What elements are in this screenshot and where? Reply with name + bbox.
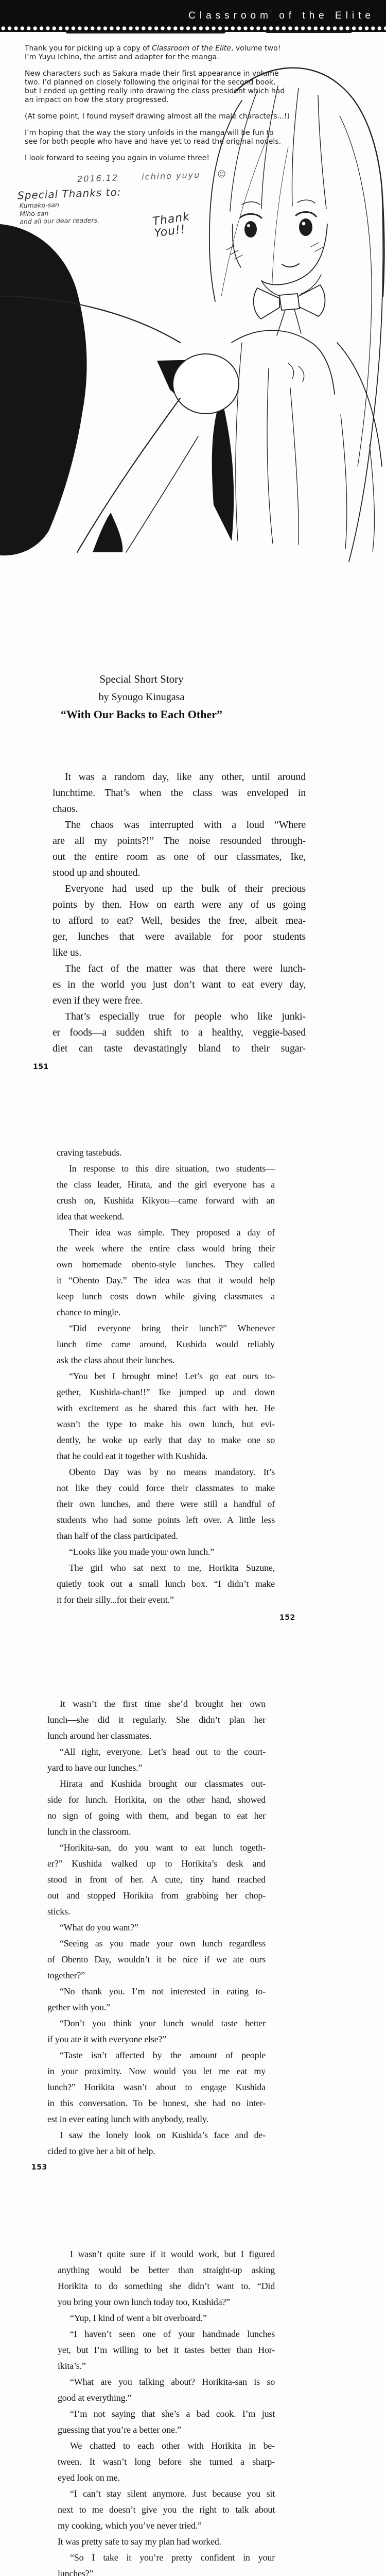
knee	[173, 354, 239, 414]
special-thanks-list	[20, 200, 100, 226]
story-text-line: “Seeing as you made your own lunch regardless	[60, 1938, 266, 1948]
note-line: I’m hoping that the way the story unfolds in the manga will be fun to	[25, 129, 274, 137]
story-text-line: to afford to eat? Well, besides the free, albeit mea-	[52, 915, 306, 926]
story-text-line: est in ever eating lunch with anybody, really.	[47, 2114, 208, 2124]
note-text: Thank you for picking up a copy of	[25, 44, 152, 53]
eyelash	[296, 212, 316, 216]
story-text-line: my cooking, which you’ve never tried.”	[58, 2520, 202, 2531]
story-text-line: Horikita to do something she didn’t want to. “Did	[58, 2281, 275, 2291]
story-text-line: “What are you talking about? Horikita-san is so	[70, 2377, 275, 2387]
story-text-line: We chatted to each other with Horikita in be-	[70, 2441, 275, 2451]
story-text-line: diet can taste devastatingly bland to their sugar-	[52, 1043, 306, 1054]
story-text-line: stood up and shouted.	[52, 867, 141, 878]
smiley-icon: ☺	[217, 168, 227, 179]
story-text-line: “I haven’t seen one of your handmade lunches	[70, 2329, 275, 2339]
story-text-line: The girl who sat next to me, Horikita Suzune,	[69, 1563, 275, 1573]
story-text-line: quietly took out a small lunch box. “I didn’t make	[57, 1579, 275, 1589]
signature-date: 2016.12	[77, 173, 119, 184]
story-text-line: “What do you want?”	[60, 1922, 138, 1933]
story-text-line: out and stopped Horikita from grabbing her chop-	[47, 1890, 266, 1901]
story-text-line: Hirata and Kushida brought our classmates out-	[60, 1778, 266, 1789]
special-thanks-name: Kumako-san	[19, 201, 59, 210]
story-text-line: Obento Day was by no means mandatory. It’s	[69, 1467, 275, 1477]
torn-edge-smear	[66, 31, 225, 33]
story-text-line: “So I take it you’re pretty confident in your	[70, 2552, 275, 2563]
story-text-line: The chaos was interrupted with a loud “Where	[65, 819, 306, 831]
story-title-block	[13, 673, 270, 721]
special-thanks-heading: Special Thanks to:	[17, 185, 121, 202]
story-text-line: It was pretty safe to say my plan had worked.	[58, 2536, 221, 2547]
page-number-153: 153	[31, 2163, 47, 2172]
eyebrow	[297, 200, 315, 203]
story-text-line: lunch time came around, Kushida would reliably	[57, 1339, 275, 1349]
story-text-line: chaos.	[52, 803, 78, 815]
story-page-153	[47, 1696, 266, 2159]
note-line-first	[25, 44, 313, 53]
note-line: (At some point, I found myself drawing almost all the male characters...!)	[25, 112, 290, 121]
story-text-line: with excitement as he shared this fact with her. He	[57, 1403, 275, 1413]
story-text-line: sticks.	[47, 1906, 71, 1917]
story-text-line: are all my points?!” The noise resounded through-	[52, 835, 306, 846]
story-text-line: own homemade obento-style lunches. They called	[57, 1259, 275, 1269]
story-text-line: lunchtime. That’s when the class was enveloped in	[52, 787, 306, 799]
story-text-line: “I can’t stay silent anymore. Just because you sit	[70, 2488, 275, 2499]
special-thanks-name: Miho-san	[19, 209, 49, 217]
authors-note	[25, 44, 313, 163]
story-text-line: out the entire room as one of our classmates, Ike,	[52, 851, 306, 862]
story-text-line: er?” Kushida walked up to Horikita’s desk and	[47, 1858, 266, 1869]
story-page-152	[57, 1145, 275, 1608]
note-line: two. I’d planned on closely following the original for the second book,	[25, 78, 276, 87]
story-text-line: guessing that you’re a better one.”	[58, 2425, 181, 2435]
ribbon-knot	[279, 294, 300, 310]
story-text-line: ask the class about their lunches.	[57, 1355, 175, 1365]
story-text-line: I saw the lonely look on Kushida’s face and de-	[60, 2130, 266, 2140]
story-page-154	[58, 2246, 275, 2576]
face-jaw	[261, 224, 327, 285]
story-text-line: “Don’t you think your lunch would taste better	[60, 2018, 266, 2028]
story-text-line: like us.	[52, 947, 82, 958]
eyebrow	[242, 202, 260, 205]
story-text-line: next to me doesn’t give you the right to talk about	[58, 2504, 275, 2515]
story-text-line: it for their silly...for their event.”	[57, 1595, 174, 1605]
story-text-line: chance to mingle.	[57, 1307, 121, 1317]
story-text-line: lunch—she did it regularly. She didn’t plan her	[47, 1715, 266, 1725]
book-title-italic: Classroom of the Elite	[152, 44, 231, 53]
story-text-line: I wasn’t quite sure if it would work, but I figured	[70, 2249, 275, 2259]
story-text-line: dently, he woke up early that day to make one so	[57, 1435, 275, 1445]
story-text-line: the class leader, Hirata, and the girl everyone has a	[57, 1179, 275, 1190]
story-text-line: not like they could force their classmates to make	[57, 1483, 275, 1493]
story-text-line: side for lunch. Horikita, on the other hand, showed	[47, 1794, 266, 1805]
note-text: , volume two!	[231, 44, 281, 53]
thank-you-note: Thank You!!	[152, 210, 191, 240]
story-text-line: That’s especially true for people who like junki-	[65, 1011, 306, 1022]
note-line: see for both people who have and have yet to read the original novels.	[25, 138, 282, 146]
blush-lines	[311, 243, 323, 251]
note-line: I look forward to seeing you again in volume three!	[25, 154, 210, 162]
ribbon-bow	[297, 285, 325, 316]
story-text-line: yard to have our lunches.”	[47, 1762, 143, 1773]
story-text-line: tween. It wasn’t long before she turned a sharp-	[58, 2456, 275, 2467]
story-text-line: students who had some points left over. A little less	[57, 1515, 275, 1525]
story-text-line: Everyone had used up the bulk of their precious	[65, 883, 306, 894]
story-text-line: “Taste isn’t affected by the amount of people	[60, 2050, 266, 2060]
header-bar	[0, 0, 386, 32]
story-text-line: in your proximity. Now would you let me eat my	[47, 2066, 266, 2076]
header-title: Classroom of the Elite	[188, 10, 375, 21]
story-title-name: “With Our Backs to Each Other”	[61, 708, 222, 721]
story-text-line: points by then. How on earth were any of us going	[52, 899, 306, 910]
ribbon-bow	[254, 288, 279, 319]
page-number-152: 152	[279, 1614, 295, 1622]
story-text-line: no sign of going with them, and began to eat her	[47, 1810, 266, 1821]
story-text-line: It wasn’t the first time she’d brought her own	[60, 1699, 266, 1709]
story-text-line: keep lunch costs down while giving classmates a	[57, 1291, 275, 1301]
story-text-line: The fact of the matter was that there were lunch-	[65, 963, 306, 974]
story-text-line: good at everything.”	[58, 2393, 132, 2403]
story-text-line: ikita’s.”	[58, 2361, 86, 2371]
note-line: but I ended up getting really into drawing the class president which had	[25, 87, 285, 95]
story-text-line: cided to give her a bit of help.	[47, 2146, 155, 2156]
story-text-line: ger, lunches that were available for poor students	[52, 931, 306, 942]
story-text-line: lunch in the classroom.	[47, 1826, 131, 1837]
story-text-line: stood in front of her. A cute, tiny hand reached	[47, 1874, 266, 1885]
story-text-line: “All right, everyone. Let’s head out to the court-	[60, 1747, 266, 1757]
story-text-line: together?”	[47, 1970, 85, 1980]
story-text-line: “Horikita-san, do you want to eat lunch togeth-	[60, 1842, 266, 1853]
authors-note-lines	[25, 53, 313, 163]
black-stocking-shape	[0, 224, 87, 555]
story-text-line: even if they were free.	[52, 995, 143, 1006]
note-line: an impact on how the story progressed.	[25, 96, 169, 104]
story-text-line: crush on, Kushida Kikyou—came forward with an	[57, 1195, 275, 1206]
eye	[244, 221, 257, 238]
special-thanks-name: and all our dear readers.	[20, 216, 100, 226]
shadow-wedge	[212, 397, 234, 541]
story-text-line: Their idea was simple. They proposed a day of	[69, 1227, 275, 1238]
story-text-line: er foods—a sudden shift to a healthy, veggie-based	[52, 1027, 306, 1038]
story-text-line: their own lunches, and there were still a handful of	[57, 1499, 275, 1509]
note-line: New characters such as Sakura made their first appearance in volume	[25, 70, 279, 78]
story-text-line: “Did everyone bring their lunch?” Whenever	[69, 1323, 275, 1333]
story-text-line: It was a random day, like any other, until around	[65, 771, 306, 783]
perforation-dots	[0, 26, 386, 31]
story-text-line: in this conversation. To be honest, she had no inter-	[47, 2098, 266, 2108]
story-text-line: of Obento Day, wouldn’t it be nice if we ate ours	[47, 1954, 266, 1964]
signature-name: ichino yuyu	[141, 170, 201, 182]
page-number-151: 151	[33, 1063, 49, 1071]
story-text-line: the week where the entire class would bring their	[57, 1243, 275, 1253]
story-text-line: eyed look on me.	[58, 2472, 120, 2483]
story-text-line: yet, but I’m willing to bet it tastes better than Hor-	[58, 2345, 275, 2355]
story-text-line: if you ate it with everyone else?”	[47, 2034, 167, 2044]
story-text-line: it “Obento Day.” The idea was that it would help	[57, 1275, 275, 1285]
story-author: by Syougo Kinugasa	[98, 691, 185, 703]
blush-lines	[226, 246, 242, 259]
story-text-line: craving tastebuds.	[57, 1147, 122, 1158]
story-page-151	[52, 769, 306, 1057]
story-text-line: “Looks like you made your own lunch.”	[69, 1547, 215, 1557]
story-text-line: gether with you.”	[47, 2002, 111, 2012]
story-title-line1: Special Short Story	[99, 673, 184, 685]
story-text-line: “Yup, I kind of went a bit overboard.”	[70, 2313, 207, 2323]
story-text-line: “You bet I brought mine! Let’s go eat ours to-	[69, 1371, 275, 1381]
story-text-line: gether, Kushida-chan!!” Ike jumped up and down	[57, 1387, 275, 1397]
story-text-line: “I’m not saying that she’s a bad cook. I’m just	[70, 2409, 275, 2419]
story-text-line: In response to this dire situation, two students—	[69, 1163, 275, 1174]
story-text-line: “No thank you. I’m not interested in eating to-	[60, 1986, 266, 1996]
story-text-line: lunches?”	[58, 2568, 94, 2576]
eyelash	[240, 214, 261, 218]
story-text-line: anything would be better than straight-up asking	[58, 2265, 275, 2275]
story-text-line: than half of the class participated.	[57, 1531, 178, 1541]
story-text-line: you bring your own lunch today too, Kushida?”	[58, 2297, 230, 2307]
story-text-line: that he could eat it together with Kushida.	[57, 1451, 208, 1461]
mouth	[282, 264, 299, 267]
story-text-line: idea that weekend.	[57, 1211, 124, 1222]
story-text-line: es in the world you just don’t want to eat every day,	[52, 979, 306, 990]
story-text-line: lunch?” Horikita wasn’t about to engage Kushida	[47, 2082, 266, 2092]
story-text-line: wasn’t the type to make his own lunch, but evi-	[57, 1419, 275, 1429]
story-text-line: lunch around her classmates.	[47, 1731, 152, 1741]
torn-edge-smear	[266, 31, 352, 33]
note-line: I’m Yuyu Ichino, the artist and adapter for the manga.	[25, 53, 219, 61]
eye	[299, 218, 312, 236]
